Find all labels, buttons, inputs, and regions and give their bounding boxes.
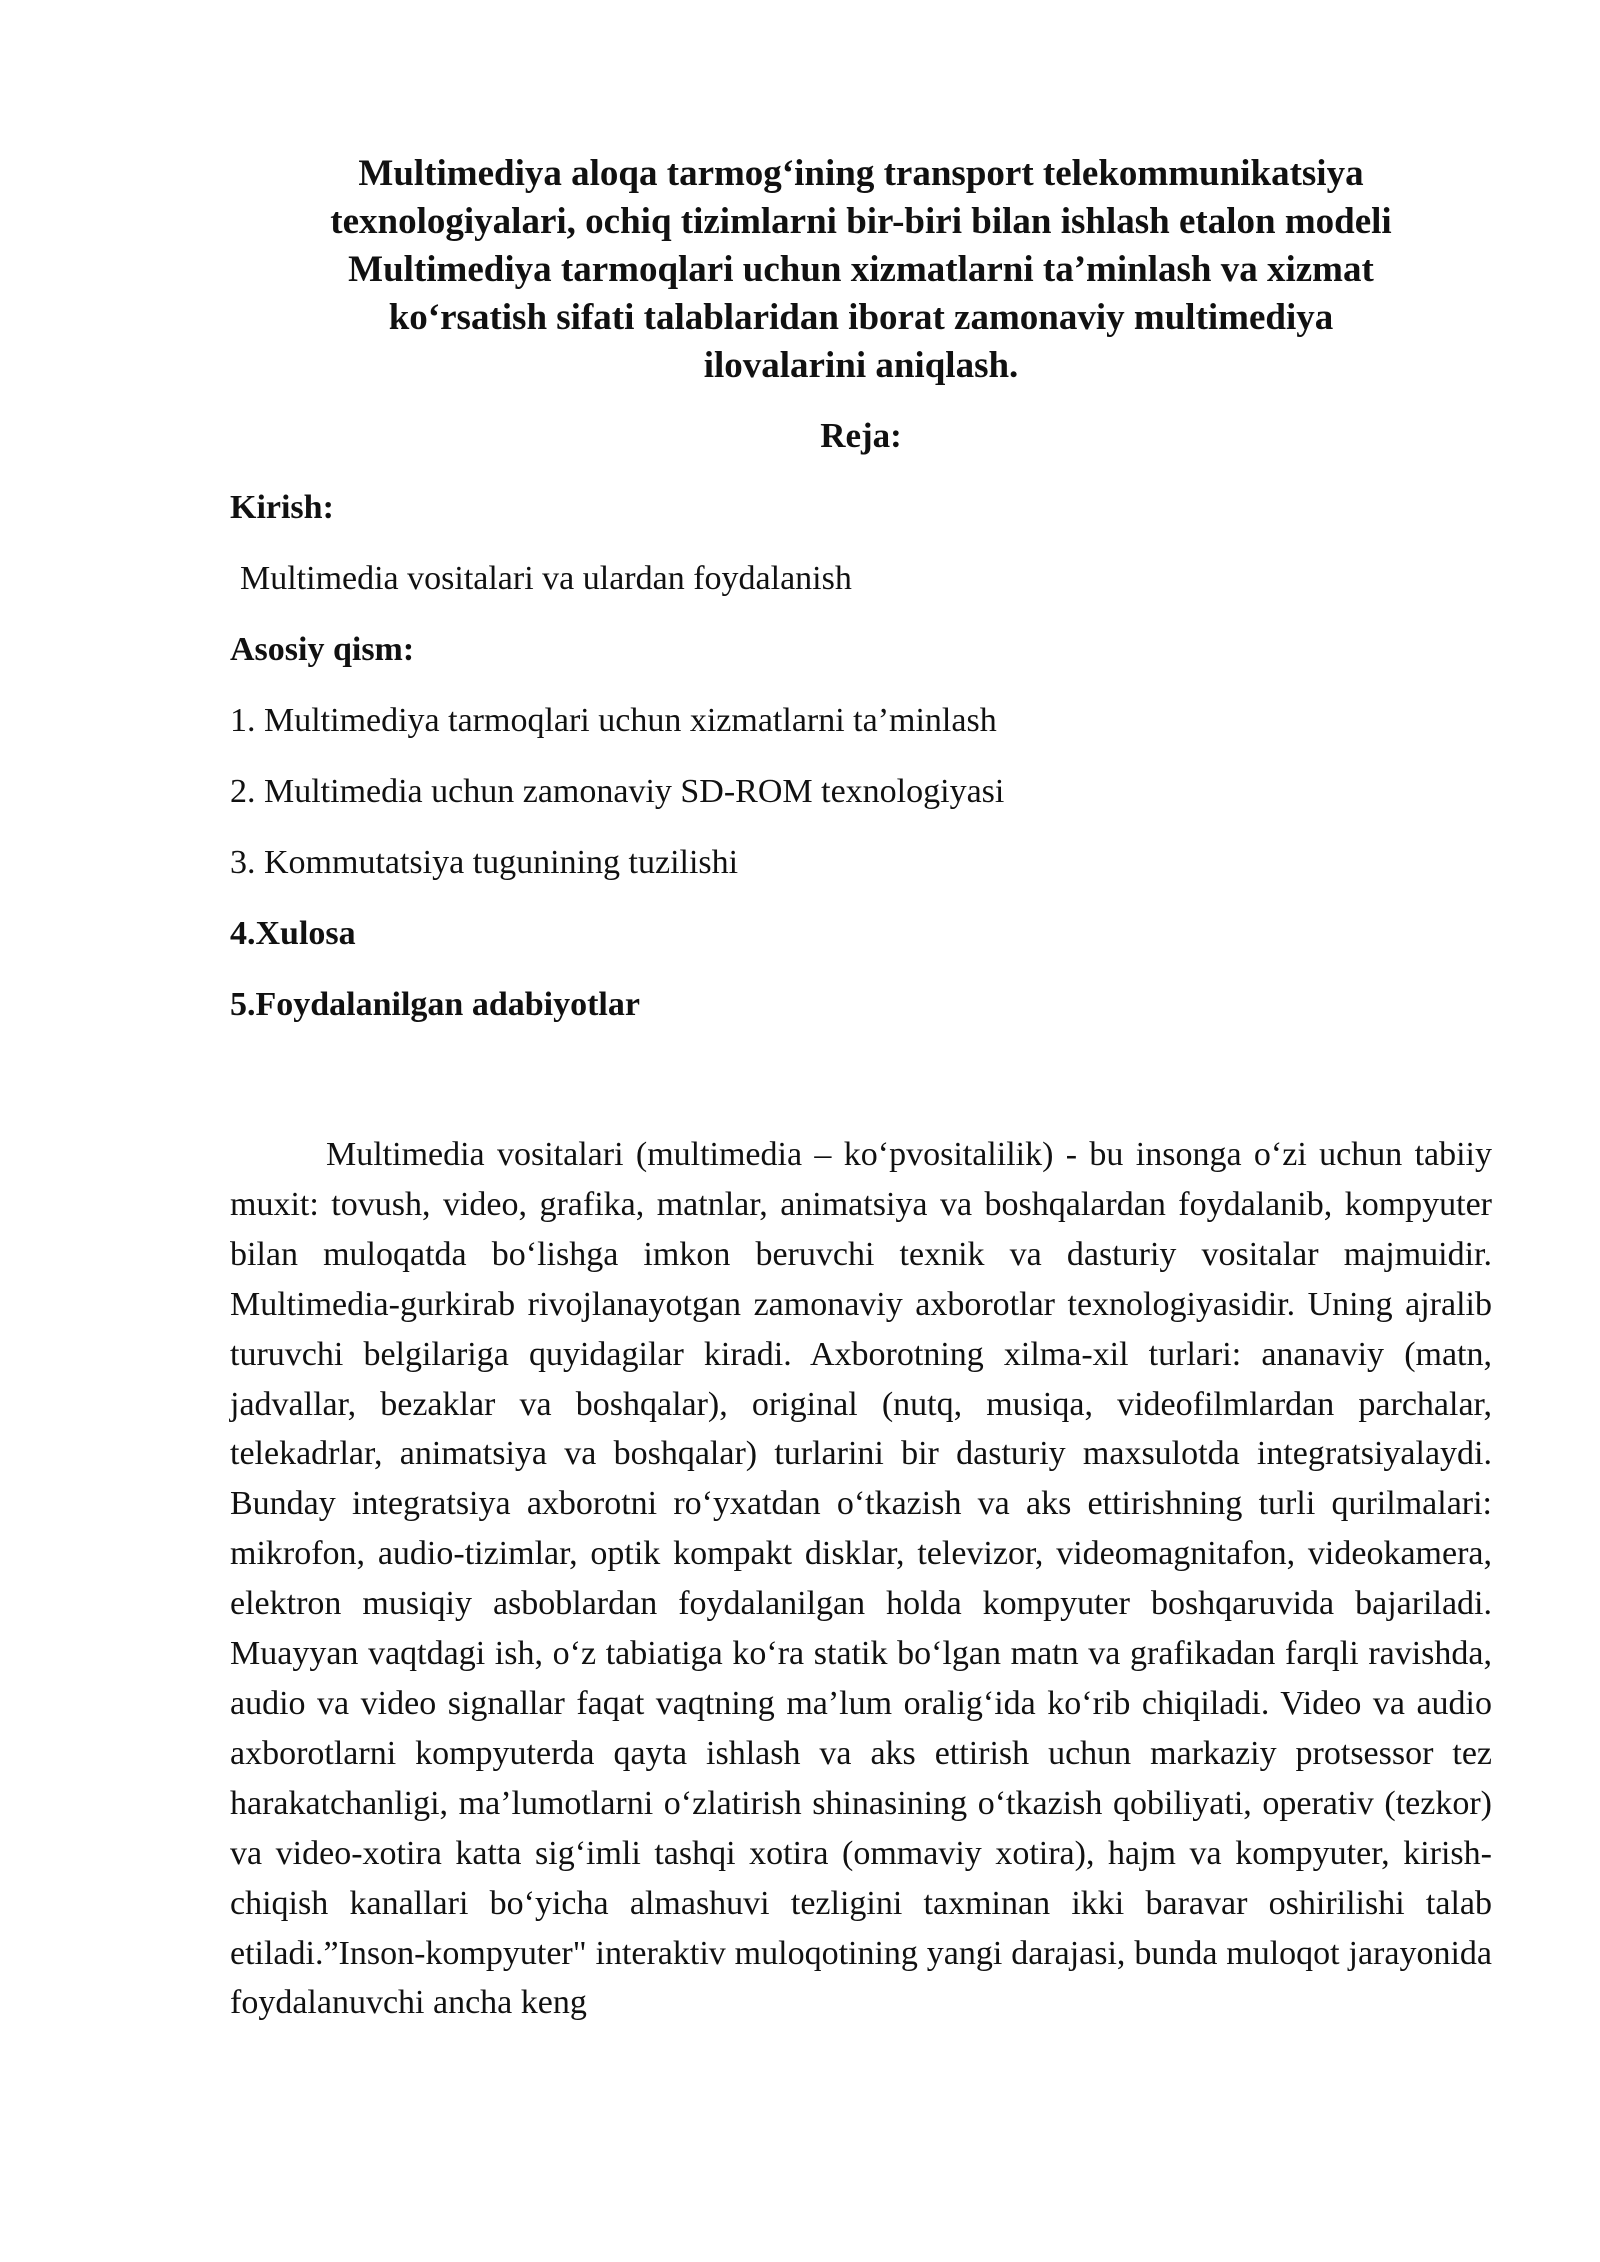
title-line: texnologiyalari, ochiq tizimlarni bir-biri bilan ishlash etalon modeli: [330, 201, 1392, 242]
body-paragraph: Multimedia vositalari (multimedia – ko‘pvositalilik) - bu insonga o‘zi uchun tabiiy muxit: tovush, video, grafika, matnlar, animatsiya va boshqalardan foydalanib, kompyuter bilan muloqatda bo‘lishga imkon beruvchi texnik va dasturiy vositalar majmuidir. Multimedia-gurkirab rivojlanayotgan zamonaviy axborotlar texnologiyasidir. Uning ajralib turuvchi belgilariga quyidagilar kiradi. Axborotning xilma-xil turlari: ananaviy (matn, jadvallar, bezaklar va boshqalar), original (nutq, musiqa, videofilmlardan parchalar, telekadrlar, animatsiya va boshqalar) turlarini bir dasturiy maxsulotda integratsiyalaydi. Bunday integratsiya axborotni ro‘yxatdan o‘tkazish va aks ettirishning turli qurilmalari: mikrofon, audio-tizimlar, optik kompakt disklar, televizor, videomagnitafon, videokamera, elektron musiqiy asboblardan foydalanilgan holda kompyuter boshqaruvida bajariladi. Muayyan vaqtdagi ish, o‘z tabiatiga ko‘ra statik bo‘lgan matn va grafikadan farqli ravishda, audio va video signallar faqat vaqtning ma’lum oralig‘ida ko‘rib chiqiladi. Video va audio axborotlarni kompyuterda qayta ishlash va aks ettirish uchun markaziy protsessor tez harakatchanligi, ma’lumotlarni o‘zlatirish shinasining o‘tkazish qobiliyati, operativ (tezkor) va video-xotira katta sig‘imli tashqi xotira (ommaviy xotira), hajm va kompyuter, kirish-chiqish kanallari bo‘yicha almashuvi tezligini taxminan ikki baravar oshirilishi talab etiladi.”Inson-kompyuter" interaktiv muloqotining yangi darajasi, bunda muloqot jarayonida foydalanuvchi ancha keng: [230, 1136, 1492, 2022]
plan-item: 2. Multimedia uchun zamonaviy SD-ROM texnologiyasi: [230, 773, 1005, 810]
title-line: Multimediya aloqa tarmog‘ining transport telekommunikatsiya: [358, 153, 1364, 194]
conclusion-item: 4.Xulosa: [230, 915, 356, 952]
plan-heading: Reja:: [820, 416, 902, 455]
references-item: 5.Foydalanilgan adabiyotlar: [230, 986, 640, 1023]
intro-heading: Kirish:: [230, 489, 334, 526]
title-line: ilovalarini aniqlash.: [703, 345, 1019, 386]
intro-item: Multimedia vositalari va ulardan foydalanish: [240, 560, 852, 597]
title-line: Multimediya tarmoqlari uchun xizmatlarni ta’minlash va xizmat: [348, 249, 1374, 290]
document-title: [230, 150, 1492, 390]
document-page: [230, 150, 1492, 2028]
main-part-heading: Asosiy qism:: [230, 631, 415, 668]
title-line: ko‘rsatish sifati talablaridan iborat zamonaviy multimediya: [388, 297, 1334, 338]
plan-item: 1. Multimediya tarmoqlari uchun xizmatlarni ta’minlash: [230, 702, 997, 739]
plan-item: 3. Kommutatsiya tugunining tuzilishi: [230, 844, 739, 881]
